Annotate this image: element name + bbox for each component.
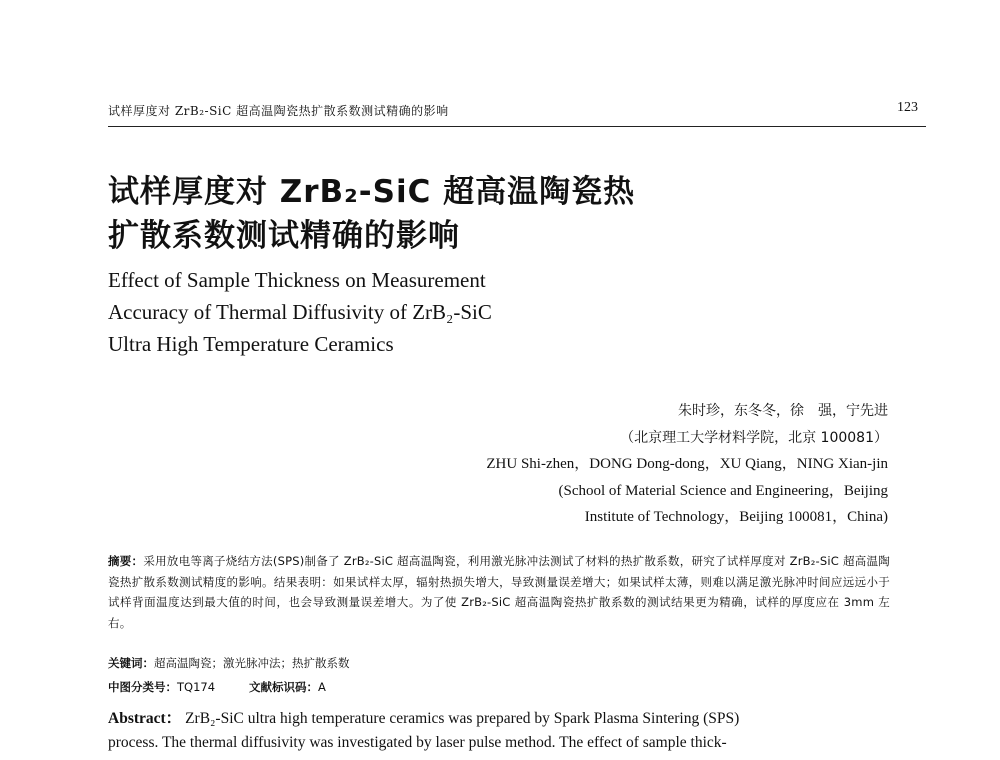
abstract-en (108, 707, 890, 755)
english-title-line-1: Effect of Sample Thickness on Measurement (108, 268, 486, 292)
chinese-title-line-1: 试样厚度对 ZrB₂-SiC 超高温陶瓷热 (108, 174, 636, 210)
keywords-text: 超高温陶瓷；激光脉冲法；热扩散系数 (154, 656, 350, 670)
abstract-en-line-2: process. The thermal diffusivity was investigated by laser pulse method. The effect of sample thick- (108, 734, 727, 751)
abstract-en-label: Abstract： (108, 710, 182, 727)
authors-block (288, 398, 888, 531)
abstract-cn-label: 摘要： (108, 554, 144, 568)
author-names-en: ZHU Shi-zhen，DONG Dong-dong，XU Qiang，NING Xian-jin (486, 456, 888, 472)
chinese-title-line-2: 扩散系数测试精确的影响 (108, 218, 460, 254)
doc-code-value: A (318, 680, 326, 694)
running-header-title: 试样厚度对 ZrB₂-SiC 超高温陶瓷热扩散系数测试精确的影响 (108, 104, 449, 118)
affiliation-en-line-1: (School of Material Science and Engineering，Beijing (558, 482, 888, 499)
clc-value: TQ174 (177, 680, 216, 694)
running-header (108, 100, 926, 127)
english-title-line-2: Accuracy of Thermal Diffusivity of ZrB₂-SiC (108, 300, 492, 324)
affiliation-cn: （北京理工大学材料学院，北京 100081） (620, 429, 888, 446)
page-number: 123 (897, 100, 918, 115)
affiliation-en-line-2: Institute of Technology，Beijing 100081，China) (584, 509, 888, 525)
author-names-cn: 朱时珍，东冬冬，徐 强，宁先进 (678, 403, 888, 419)
abstract-en-line-1: ZrB₂-SiC ultra high temperature ceramics was prepared by Spark Plasma Sintering (SPS) (185, 710, 740, 727)
chinese-title (108, 170, 908, 258)
keywords-label: 关键词： (108, 656, 154, 670)
clc-label: 中图分类号： (108, 680, 177, 694)
keywords-row (108, 653, 890, 674)
doc-code-label: 文献标识码： (249, 680, 319, 694)
english-title (108, 264, 908, 360)
abstract-cn (108, 551, 890, 633)
classification-row (108, 677, 890, 698)
abstract-cn-text: 采用放电等离子烧结方法(SPS)制备了 ZrB₂-SiC 超高温陶瓷，利用激光脉冲法测试了材料的热扩散系数，研究了试样厚度对 ZrB₂-SiC 超高温陶瓷热扩散系数测试精度的影响。结果表明：如果试样太厚，辐射热损失增大，导致测量误差增大；如果试样太薄，则难以满足激光脉冲时间应远远小于试样背面温度达到最大值的时间，也会导致测量误差增大。为了使 ZrB₂-SiC 超高温陶瓷热扩散系数的测试结果更为精确，试样的厚度应在 3mm 左右。 (108, 554, 890, 630)
english-title-line-3: Ultra High Temperature Ceramics (108, 332, 394, 356)
